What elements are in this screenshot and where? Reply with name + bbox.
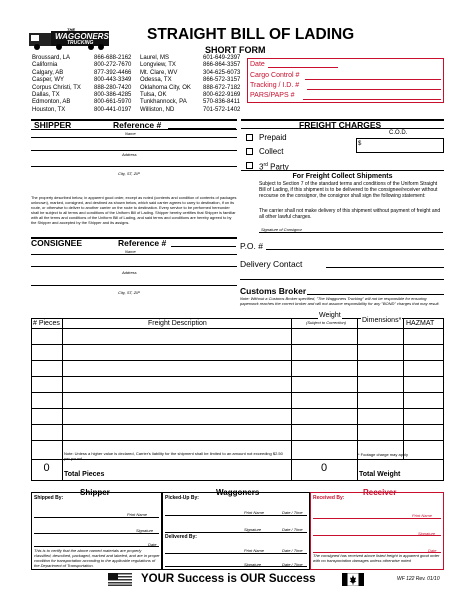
- consignee-title: CONSIGNEE: [31, 238, 83, 248]
- shipper-title: SHIPPER: [34, 120, 72, 130]
- shipper-city-label: City, ST, ZIP: [118, 171, 141, 176]
- location-city: Dallas, TX: [32, 91, 60, 98]
- collect-checkbox[interactable]: [246, 148, 253, 155]
- certify-text: This is to certify that the above named materials are properly classified, described, packaged, marked and labeled, and are in proper condition for transportation according to the applicable regulations of the Department of Transportation.: [34, 548, 160, 568]
- consignee-address-label: Address: [122, 270, 137, 275]
- location-row: [32, 99, 272, 106]
- location-row: [32, 62, 272, 69]
- shipper-address-field[interactable]: [31, 150, 237, 151]
- location-phone2: 570-836-8411: [203, 99, 240, 106]
- pickup-signature-field[interactable]: [165, 532, 307, 533]
- pickup-print-name-label: Print Name: [244, 510, 265, 515]
- location-city2: Odessa, TX: [140, 77, 172, 84]
- pieces-header: # Pieces: [33, 320, 60, 327]
- table-row[interactable]: [31, 360, 444, 361]
- location-row: [32, 107, 272, 114]
- weight-header: Weight: [319, 312, 341, 319]
- delivery-contact-field[interactable]: [326, 267, 444, 268]
- location-city: Corpus Christi, TX: [32, 84, 81, 91]
- page-subtitle: SHORT FORM: [205, 45, 266, 55]
- delivery-print-name-field[interactable]: [165, 553, 307, 554]
- location-phone: 800-443-3349: [94, 77, 132, 84]
- consignee-name-field[interactable]: [31, 254, 237, 255]
- location-phone: 800-272-7670: [94, 62, 132, 69]
- shipper-name-label: Name: [125, 131, 136, 136]
- table-row[interactable]: [31, 392, 444, 393]
- shipper-signature-field[interactable]: [34, 533, 159, 534]
- customs-broker-note: Note: Without a Customs Broker specified, "The Waggoners Trucking" will not be responsible for ensuring paperwork reaches the correct broker and will not assume responsibility for any "BOND" charges that may result.: [240, 296, 440, 306]
- po-field[interactable]: [266, 249, 444, 250]
- location-city: Calgary, AB: [32, 69, 64, 76]
- pars-label: PARS/PAPS #: [250, 92, 295, 99]
- total-weight-value[interactable]: 0: [320, 462, 328, 474]
- pickup-date-time-label: Date / Time: [282, 527, 303, 532]
- total-pieces-label: Total Pieces: [64, 471, 105, 478]
- location-phone: 800-386-4285: [94, 91, 132, 98]
- dollar-sign: $: [358, 141, 362, 147]
- delivery-contact-label: Delivery Contact: [240, 259, 303, 269]
- location-city2: Tunkhannock, PA: [140, 99, 187, 106]
- po-label: P.O. #: [240, 241, 263, 251]
- received-by-label: Received By:: [313, 495, 345, 501]
- shipper-city-field[interactable]: [31, 166, 237, 167]
- location-phone: 800-441-0197: [94, 106, 132, 113]
- delivery-date-time-label: Date / Time: [282, 562, 303, 567]
- pickup-print-name-field[interactable]: [165, 515, 307, 516]
- location-city2: Longview, TX: [140, 62, 176, 69]
- location-phone2: 866-864-3357: [203, 62, 241, 69]
- receiver-section-title: Receiver: [363, 488, 397, 497]
- prepaid-label: Prepaid: [259, 133, 287, 142]
- location-phone: 877-392-4466: [94, 69, 132, 76]
- total-weight-label: Total Weight: [359, 471, 401, 478]
- carrier-delivery-text: The carrier shall not make delivery of this shipment without payment of freight and all other lawful charges.: [259, 208, 441, 220]
- location-city2: Tulsa, OK: [140, 91, 167, 98]
- description-header: Freight Description: [148, 320, 207, 327]
- shipper-name-field[interactable]: [31, 137, 237, 138]
- shipper-reference-label: Reference #: [113, 120, 162, 130]
- customs-broker-field[interactable]: [307, 294, 444, 295]
- location-row: [32, 70, 272, 77]
- total-pieces-value[interactable]: 0: [43, 462, 50, 474]
- third-party-checkbox[interactable]: [246, 162, 253, 169]
- delivery-print-name-label: Print Name: [244, 548, 265, 553]
- canada-flag-icon: [342, 573, 364, 586]
- receiver-print-name-label: Print Name: [412, 513, 433, 518]
- receiver-print-name-field[interactable]: [313, 518, 441, 519]
- collect-shipments-title: For Freight Collect Shipments: [292, 173, 393, 180]
- logo-line2: WAGGONERS: [55, 32, 109, 41]
- location-row: [32, 92, 272, 99]
- cod-amount-field[interactable]: [356, 138, 444, 153]
- revision-label: WF 122 Rev. 01/10: [397, 576, 440, 582]
- location-city: Houston, TX: [32, 106, 66, 113]
- location-row: [32, 85, 272, 92]
- footage-footnote: * Footage charge may apply: [358, 452, 409, 457]
- location-city: Edmonton, AB: [32, 99, 71, 106]
- location-phone: 800-661-5970: [94, 99, 132, 106]
- shipper-print-name-field[interactable]: [34, 517, 159, 518]
- location-phone: 888-280-7420: [94, 84, 132, 91]
- shipped-by-label: Shipped By:: [34, 495, 64, 501]
- location-city2: Laurel, MS: [140, 55, 170, 61]
- shipper-signature-label: Signature: [136, 528, 154, 533]
- consignor-signature-field[interactable]: [259, 232, 443, 233]
- table-row[interactable]: [31, 408, 444, 409]
- logo-line3: TRUCKING: [67, 40, 94, 46]
- location-city: Broussard, LA: [32, 55, 71, 61]
- shipper-date-field[interactable]: [34, 546, 159, 547]
- location-city2: Mt. Clare, WV: [140, 69, 178, 76]
- table-row[interactable]: [31, 376, 444, 377]
- date-label: Date: [250, 61, 265, 68]
- location-phone2: 888-672-7182: [203, 84, 241, 91]
- weight-subheader: (Subject to Correction): [306, 320, 347, 325]
- locations-list: [32, 55, 272, 114]
- location-city2: Oklahoma City, OK: [140, 84, 191, 91]
- shipper-notice: The property described below, in apparent good order, except as noted (contents and condition of contents of packages unknown), marked, consigned, and destined as shown below, which said carrier agrees to carry to destination, if on its route, or otherwise to deliver to another carrier on the route to destination. Every service to be performed hereunder shall be subject to all terms and conditions of the Uniform Bill of Lading. Shipper hereby certifies that Shipper is familiar with all the terms and conditions of the Uniform Bill of Lading, and said terms and conditions are hereby agreed to by the Shipper and accepted by the Shipper and its assigns.: [31, 195, 237, 225]
- consignee-name-label: Name: [125, 249, 136, 254]
- picked-up-by-label: Picked-Up By:: [165, 495, 199, 501]
- dimensions-header: Dimensions*: [362, 317, 402, 324]
- cod-label: C.O.D.: [389, 130, 408, 136]
- table-row[interactable]: [31, 328, 444, 329]
- consignor-signature-label: Signature of Consignor: [261, 227, 302, 232]
- table-row[interactable]: [31, 424, 444, 425]
- receiver-signature-label: Signature: [418, 531, 436, 536]
- consignee-address-field[interactable]: [31, 266, 237, 267]
- consignee-reference-label: Reference #: [118, 238, 167, 248]
- delivered-by-label: Delivered By:: [165, 534, 197, 540]
- receiver-date-label: Date: [428, 548, 437, 553]
- table-row[interactable]: [31, 440, 444, 441]
- location-phone2: 601-649-2397: [203, 55, 241, 61]
- waggoners-section-title: Waggoners: [216, 488, 260, 497]
- consignee-city-label: City, ST, ZIP: [118, 290, 141, 295]
- cargo-control-label: Cargo Control #: [250, 72, 300, 79]
- shipper-section-title: Shipper: [80, 488, 110, 497]
- shipper-print-name-label: Print Name: [127, 512, 148, 517]
- prepaid-checkbox[interactable]: [246, 134, 253, 141]
- liability-note: Note: Unless a higher value is declared, Carrier's liability for the shipment shall be limited to an amount not exceeding $2.50 per pound.: [64, 451, 283, 461]
- footer-slogan: YOUR Success is OUR Success: [141, 573, 316, 585]
- location-row: [32, 77, 272, 84]
- received-text: The consigned has received above listed freight in apparent good order with no transportation damages unless otherwise noted: [313, 553, 440, 563]
- consignee-city-field[interactable]: [31, 285, 237, 286]
- third-party-label: 3rd Party: [259, 162, 289, 172]
- pickup-signature-label: Signature: [244, 527, 262, 532]
- location-city2: Williston, ND: [140, 106, 175, 113]
- location-phone2: 800-622-9169: [203, 91, 241, 98]
- location-phone: 866-688-2162: [94, 55, 132, 61]
- location-row: [32, 55, 272, 62]
- tracking-label: Tracking / I.D. #: [250, 82, 300, 89]
- pickup-date-label: Date / Time: [282, 510, 303, 515]
- delivery-signature-label: Signature: [244, 562, 262, 567]
- page-title: STRAIGHT BILL OF LADING: [147, 26, 355, 43]
- location-phone2: 304-625-6073: [203, 69, 241, 76]
- shipper-address-label: Address: [122, 152, 137, 157]
- logo-line1: THE: [67, 27, 75, 32]
- location-city: Casper, WY: [32, 77, 65, 84]
- table-row[interactable]: [31, 344, 444, 345]
- location-phone2: 701-572-1402: [203, 106, 241, 113]
- customs-broker-label: Customs Broker: [240, 286, 307, 296]
- location-phone2: 866-572-3157: [203, 77, 241, 84]
- delivery-date-label: Date / Time: [282, 548, 303, 553]
- us-flag-icon: [108, 573, 132, 586]
- company-logo: [29, 27, 111, 51]
- freight-charges-title: FREIGHT CHARGES: [299, 120, 382, 130]
- collect-terms-text: Subject to Section 7 of the standard terms and conditions of the Uniform Straight Bill of Lading, if this shipment is to be delivered to the consignee/receiver without recourse on the consignor, the consignor shall sign the following statement:: [259, 181, 438, 199]
- shipper-date-label: Date: [148, 542, 157, 547]
- location-city: California: [32, 62, 58, 69]
- hazmat-header: HAZMAT: [406, 320, 435, 327]
- collect-label: Collect: [259, 147, 284, 156]
